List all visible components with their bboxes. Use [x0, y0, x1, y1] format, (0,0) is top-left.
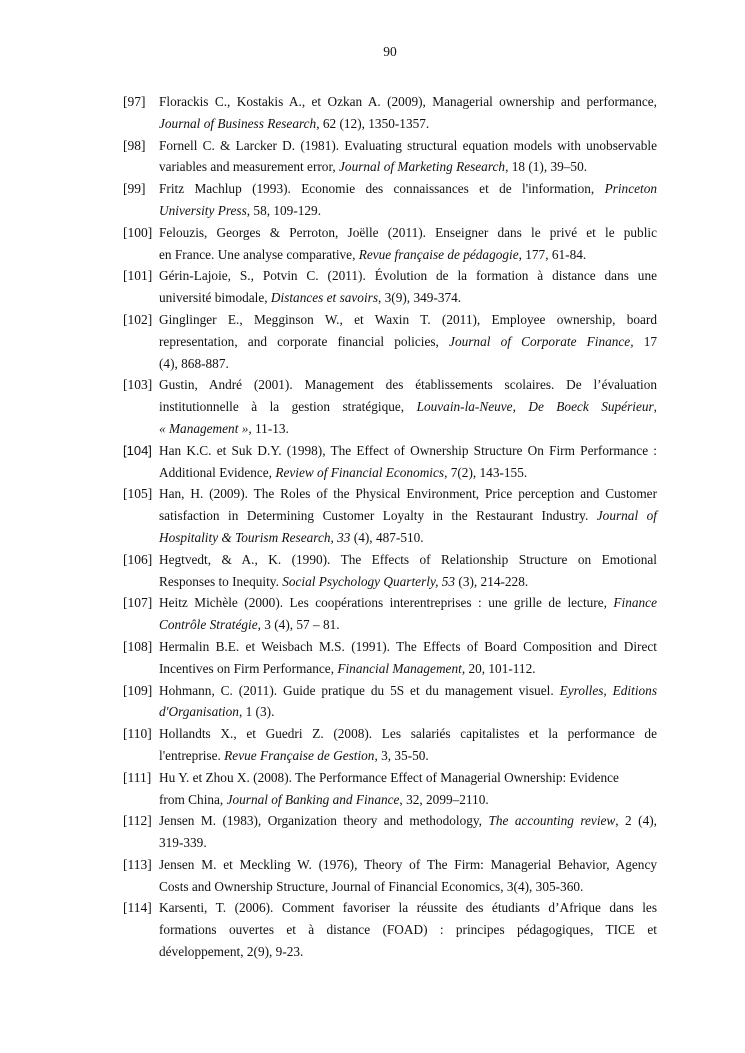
reference-line — [159, 810, 657, 832]
reference-text: Additional Evidence, — [159, 464, 276, 480]
reference-entry — [123, 767, 657, 811]
reference-number: [109] — [123, 682, 153, 698]
reference-source-italic: Review of Financial Economics — [275, 464, 445, 480]
reference-text: Gérin-Lajoie, S., Potvin C. (2011). Évolution de la formation à distance dans une — [159, 268, 657, 284]
reference-number: [98] — [123, 137, 146, 153]
reference-text: Florackis C., Kostakis A., et Ozkan A. (2009), Managerial ownership and performance, — [159, 94, 657, 109]
reference-source-italic: Journal of Corporate Finance, — [449, 333, 634, 349]
reference-source-italic: Finance — [613, 595, 657, 611]
reference-text: Karsenti, T. (2006). Comment favoriser la réussite des étudiants d’Afrique dans les — [159, 900, 657, 916]
reference-text: l'entreprise. — [159, 747, 225, 763]
reference-line — [159, 374, 657, 396]
reference-line — [159, 462, 657, 484]
reference-line — [159, 592, 657, 614]
reference-source-italic: The accounting review — [488, 813, 616, 829]
reference-text: Fritz Machlup (1993). Economie des connaissances et de l'information, — [159, 181, 605, 197]
reference-text: Costs and Ownership Structure, Journal of Financial Economics, 3(4), 305-360. — [159, 878, 584, 894]
reference-line — [159, 527, 657, 549]
reference-line — [159, 200, 657, 222]
reference-line — [159, 178, 657, 200]
reference-number: [102] — [123, 311, 153, 327]
reference-text: , 20, 101-112. — [461, 660, 536, 676]
reference-text: Fornell C. & Larcker D. (1981). Evaluating structural equation models with unobservable — [159, 137, 657, 153]
reference-source-italic: Louvain-la-Neuve, De Boeck Supérieur — [416, 399, 654, 415]
reference-text: développement, 2(9), 9-23. — [159, 944, 304, 960]
reference-text: , 62 (12), 1350-1357. — [316, 115, 430, 131]
reference-line — [159, 919, 657, 941]
reference-number: [104] — [123, 442, 152, 458]
reference-line — [159, 135, 657, 157]
reference-text: , 2 (4), — [615, 813, 657, 829]
reference-entry — [123, 440, 657, 484]
reference-list — [123, 91, 657, 963]
reference-entry — [123, 723, 657, 767]
reference-number: [114] — [123, 900, 152, 916]
reference-text: , 1 (3). — [238, 704, 275, 720]
reference-number: [101] — [123, 268, 153, 284]
reference-line — [159, 113, 657, 135]
reference-text: Felouzis, Georges & Perroton, Joëlle (2011). Enseigner dans le privé et le public — [159, 224, 657, 240]
reference-line — [159, 789, 657, 811]
reference-entry — [123, 854, 657, 898]
reference-entry — [123, 810, 657, 854]
reference-text: satisfaction in Determining Customer Loyalty in the Restaurant Industry. — [159, 508, 597, 524]
reference-source-italic: Revue Française de Gestion — [224, 747, 375, 763]
reference-line — [159, 876, 657, 898]
reference-number: [107] — [123, 595, 153, 611]
reference-line — [159, 854, 657, 876]
reference-number: [113] — [123, 856, 152, 872]
reference-entry — [123, 265, 657, 309]
reference-text: , — [653, 399, 657, 415]
reference-text: , 58, 109-129. — [246, 202, 322, 218]
reference-number: [111] — [123, 769, 152, 785]
reference-entry — [123, 309, 657, 374]
reference-line — [159, 549, 657, 571]
reference-text: 18 (1), 39–50. — [508, 159, 588, 175]
reference-line — [159, 614, 657, 636]
reference-text: Han, H. (2009). The Roles of the Physical Environment, Price perception and Customer — [159, 486, 657, 502]
reference-number: [105] — [123, 486, 153, 502]
reference-source-italic: Hospitality & Tourism Research, 33 — [159, 529, 351, 545]
reference-text: Heitz Michèle (2000). Les coopérations interentreprises : une grille de lecture, — [159, 595, 614, 611]
reference-line — [159, 91, 657, 113]
reference-line — [159, 156, 657, 178]
reference-line — [159, 244, 657, 266]
reference-text: , 7(2), 143-155. — [444, 464, 528, 480]
reference-source-italic: Journal of Business Research — [159, 115, 317, 131]
reference-line — [159, 723, 657, 745]
reference-line — [159, 571, 657, 593]
reference-text: Ginglinger E., Megginson W., et Waxin T. (2011), Employee ownership, board — [159, 311, 657, 327]
reference-text: Hermalin B.E. et Weisbach M.S. (1991). The Effects of Board Composition and Direct — [159, 638, 657, 654]
reference-source-italic: Revue française de pédagogie — [358, 246, 519, 262]
reference-number: [108] — [123, 638, 153, 654]
reference-line — [159, 680, 657, 702]
reference-line — [159, 309, 657, 331]
reference-line — [159, 745, 657, 767]
reference-text: Hu Y. et Zhou X. (2008). The Performance Effect of Managerial Ownership: Evidence — [159, 769, 619, 785]
reference-source-italic: d'Organisation — [159, 704, 239, 720]
reference-text: Incentives on Firm Performance, — [159, 660, 338, 676]
reference-line — [159, 658, 657, 680]
reference-line — [159, 701, 657, 723]
reference-entry — [123, 549, 657, 593]
reference-entry — [123, 592, 657, 636]
reference-line — [159, 353, 657, 375]
reference-text: (4), 487-510. — [350, 529, 424, 545]
reference-line — [159, 396, 657, 418]
reference-line — [159, 832, 657, 854]
reference-text: Hegtvedt, & A., K. (1990). The Effects of Relationship Structure on Emotional — [159, 551, 657, 567]
reference-text: Responses to Inequity. — [159, 573, 283, 589]
reference-line — [159, 941, 657, 963]
reference-line — [159, 287, 657, 309]
reference-line — [159, 505, 657, 527]
reference-text: , 32, 2099–2110. — [399, 791, 489, 807]
reference-text: formations ouvertes et à distance (FOAD) : principes pédagogiques, TICE et — [159, 922, 657, 938]
reference-source-italic: Journal of — [596, 508, 657, 524]
reference-text: Jensen M. et Meckling W. (1976), Theory of The Firm: Managerial Behavior, Agency — [159, 856, 657, 872]
reference-entry — [123, 178, 657, 222]
reference-line — [159, 222, 657, 244]
reference-line — [159, 897, 657, 919]
reference-text: 319-339. — [159, 835, 207, 851]
reference-entry — [123, 636, 657, 680]
reference-source-italic: « Management », — [159, 420, 252, 436]
reference-line — [159, 767, 657, 789]
reference-source-italic: Contrôle Stratégie — [159, 617, 258, 633]
reference-source-italic: Journal of Banking and Finance — [226, 791, 400, 807]
reference-source-italic: Financial Management — [337, 660, 462, 676]
reference-entry — [123, 374, 657, 439]
reference-source-italic: Distances et savoirs — [270, 290, 378, 306]
reference-text: variables and measurement error, — [159, 159, 340, 175]
reference-number: [112] — [123, 813, 152, 829]
reference-source-italic: Eyrolles, Editions — [559, 682, 657, 698]
reference-text: , 3 (4), 57 – 81. — [257, 617, 340, 633]
reference-text: institutionnelle à la gestion stratégique, — [159, 399, 417, 415]
reference-text: , 3, 35-50. — [374, 747, 429, 763]
reference-text: 11-13. — [251, 420, 289, 436]
reference-text: (4), 868-887. — [159, 355, 229, 371]
reference-text: 17 — [633, 333, 658, 349]
reference-entry — [123, 91, 657, 135]
reference-number: [103] — [123, 377, 153, 393]
reference-entry — [123, 897, 657, 962]
reference-number: [110] — [123, 726, 152, 742]
reference-text: Gustin, André (2001). Management des établissements scolaires. De l’évaluation — [159, 377, 657, 393]
reference-text: representation, and corporate financial policies, — [159, 333, 450, 349]
reference-number: [106] — [123, 551, 153, 567]
reference-text: en France. Une analyse comparative, — [159, 246, 359, 262]
reference-line — [159, 265, 657, 287]
reference-text: from China, — [159, 791, 227, 807]
reference-entry — [123, 680, 657, 724]
reference-number: [97] — [123, 94, 146, 109]
reference-source-italic: Journal of Marketing Research, — [339, 159, 509, 175]
reference-number: [100] — [123, 224, 153, 240]
page-number: 90 — [383, 44, 397, 59]
reference-line — [159, 636, 657, 658]
reference-line — [159, 331, 657, 353]
reference-entry — [123, 483, 657, 548]
reference-line — [159, 418, 657, 440]
reference-text: université bimodale, — [159, 290, 271, 306]
reference-number: [99] — [123, 181, 146, 197]
reference-text: (3), 214-228. — [455, 573, 529, 589]
reference-entry — [123, 222, 657, 266]
reference-text: Hohmann, C. (2011). Guide pratique du 5S et du management visuel. — [159, 682, 560, 698]
reference-entry — [123, 135, 657, 179]
reference-text: Han K.C. et Suk D.Y. (1998), The Effect of Ownership Structure On Firm Performance : — [159, 442, 657, 458]
reference-text: , 177, 61-84. — [518, 246, 587, 262]
reference-text: Hollandts X., et Guedri Z. (2008). Les salariés capitalistes et la performance de — [159, 726, 657, 742]
reference-text: Jensen M. (1983), Organization theory and methodology, — [159, 813, 489, 829]
reference-source-italic: Social Psychology Quarterly, 53 — [282, 573, 456, 589]
reference-source-italic: University Press — [159, 202, 247, 218]
reference-text: , 3(9), 349-374. — [378, 290, 462, 306]
reference-line — [159, 483, 657, 505]
reference-line — [159, 440, 657, 462]
reference-source-italic: Princeton — [604, 181, 657, 197]
